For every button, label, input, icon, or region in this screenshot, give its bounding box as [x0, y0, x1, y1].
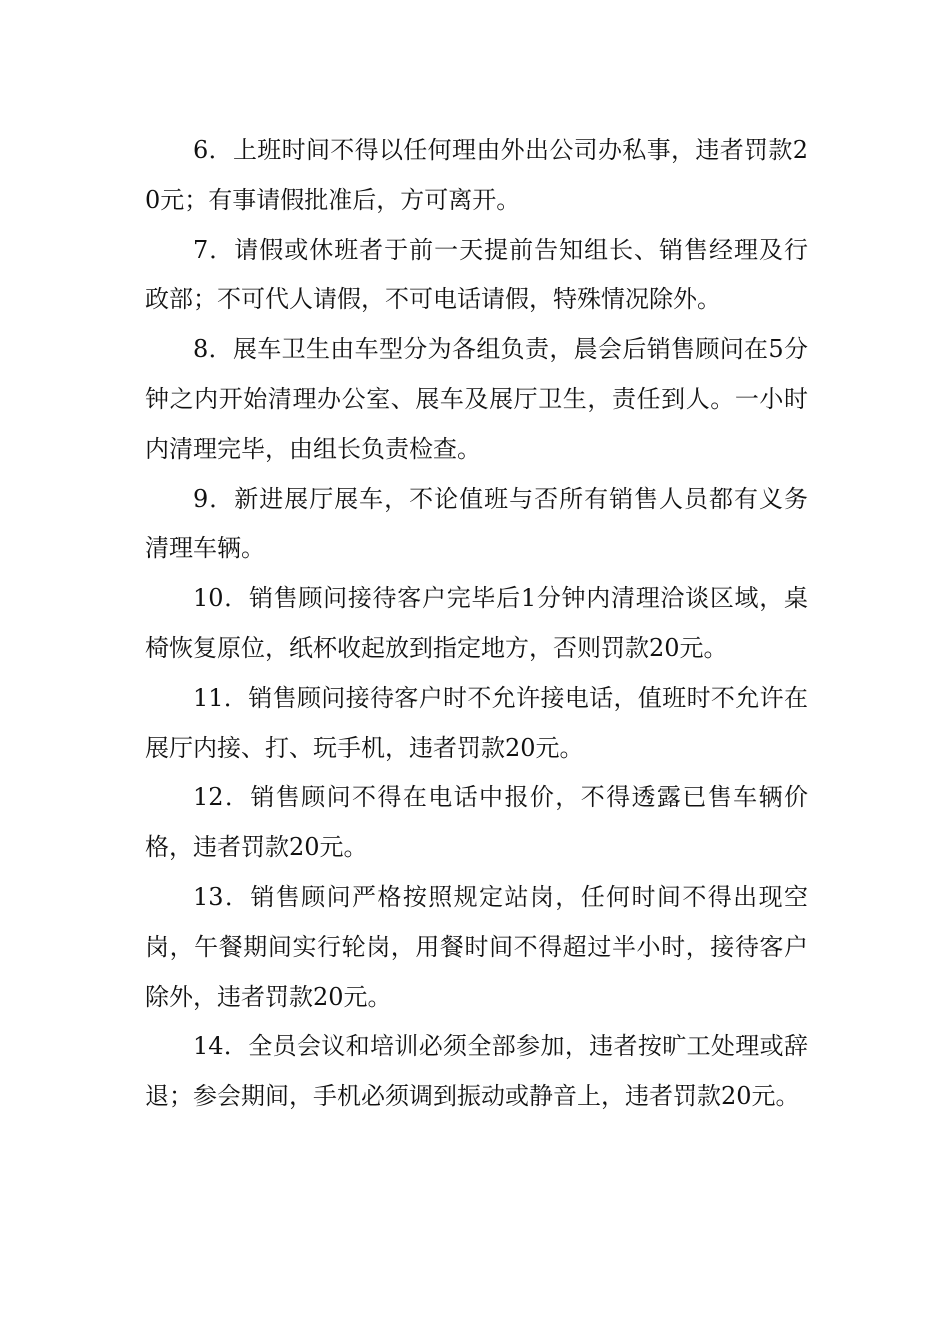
- rule-paragraph-6: 6．上班时间不得以任何理由外出公司办私事，违者罚款20元；有事请假批准后，方可离开。: [145, 136, 808, 214]
- document-body: [145, 126, 808, 1122]
- rule-paragraph-7: 7．请假或休班者于前一天提前告知组长、销售经理及行政部；不可代人请假，不可电话请假，特殊情况除外。: [145, 235, 808, 314]
- rule-paragraph-9: 9．新进展厅展车，不论值班与否所有销售人员都有义务清理车辆。: [145, 484, 808, 563]
- rule-paragraph-14: 14．全员会议和培训必须全部参加，违者按旷工处理或辞退；参会期间，手机必须调到振动或静音上，违者罚款20元。: [145, 1032, 808, 1111]
- rule-paragraph-8: 8．展车卫生由车型分为各组负责，晨会后销售顾问在5分钟之内开始清理办公室、展车及展厅卫生，责任到人。一小时内清理完毕，由组长负责检查。: [145, 335, 808, 463]
- rule-paragraph-13: 13．销售顾问严格按照规定站岗，任何时间不得出现空岗，午餐期间实行轮岗，用餐时间不得超过半小时，接待客户除外，违者罚款20元。: [145, 882, 808, 1011]
- rule-paragraph-12: 12．销售顾问不得在电话中报价，不得透露已售车辆价格，违者罚款20元。: [145, 783, 808, 862]
- rule-paragraph-10: 10．销售顾问接待客户完毕后1分钟内清理洽谈区域，桌椅恢复原位，纸杯收起放到指定地方，否则罚款20元。: [145, 584, 808, 662]
- rule-paragraph-11: 11．销售顾问接待客户时不允许接电话，值班时不允许在展厅内接、打、玩手机，违者罚款20元。: [145, 683, 808, 762]
